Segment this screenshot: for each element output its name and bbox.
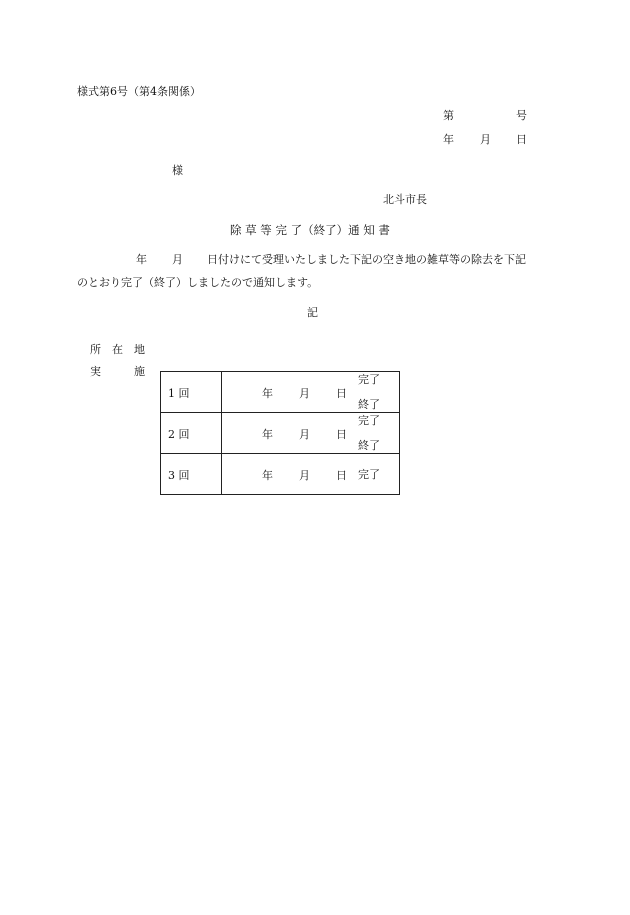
implementation-label: 実 施 bbox=[90, 365, 145, 378]
body-year: 年 bbox=[136, 253, 147, 266]
form-code: 様式第6号（第4条関係） bbox=[77, 85, 201, 98]
doc-number-prefix: 第 bbox=[443, 109, 454, 122]
document-title: 除 草 等 完 了（終了）通 知 書 bbox=[230, 223, 390, 237]
round-row bbox=[161, 413, 400, 454]
round-day: 日 bbox=[336, 469, 347, 482]
round-label: 1 回 bbox=[168, 387, 190, 400]
status-finished: 終了 bbox=[358, 398, 380, 411]
doc-date-month: 月 bbox=[480, 133, 491, 146]
doc-number-suffix: 号 bbox=[516, 109, 527, 122]
issuer: 北斗市長 bbox=[383, 193, 427, 206]
round-year: 年 bbox=[262, 469, 273, 482]
doc-date-year: 年 bbox=[443, 133, 454, 146]
round-month: 月 bbox=[299, 428, 310, 441]
body-month: 月 bbox=[172, 253, 183, 266]
status-complete: 完了 bbox=[358, 468, 380, 481]
round-month: 月 bbox=[299, 469, 310, 482]
round-year: 年 bbox=[262, 428, 273, 441]
round-row bbox=[161, 372, 400, 413]
round-label: 2 回 bbox=[168, 428, 190, 441]
round-row bbox=[161, 454, 400, 495]
round-day: 日 bbox=[336, 428, 347, 441]
body-line2: のとおり完了（終了）しましたので通知します。 bbox=[77, 276, 319, 289]
round-year: 年 bbox=[262, 387, 273, 400]
round-day: 日 bbox=[336, 387, 347, 400]
status-complete: 完了 bbox=[358, 414, 380, 427]
body-line1: 日付けにて受理いたしました下記の空き地の雑草等の除去を下記 bbox=[207, 253, 526, 266]
ki-marker: 記 bbox=[307, 306, 318, 319]
status-finished: 終了 bbox=[358, 439, 380, 452]
implementation-table bbox=[160, 371, 400, 495]
addressee-suffix: 様 bbox=[172, 164, 183, 177]
status-complete: 完了 bbox=[358, 373, 380, 386]
doc-date-day: 日 bbox=[516, 133, 527, 146]
location-label: 所 在 地 bbox=[90, 343, 145, 356]
round-label: 3 回 bbox=[168, 469, 190, 482]
round-month: 月 bbox=[299, 387, 310, 400]
